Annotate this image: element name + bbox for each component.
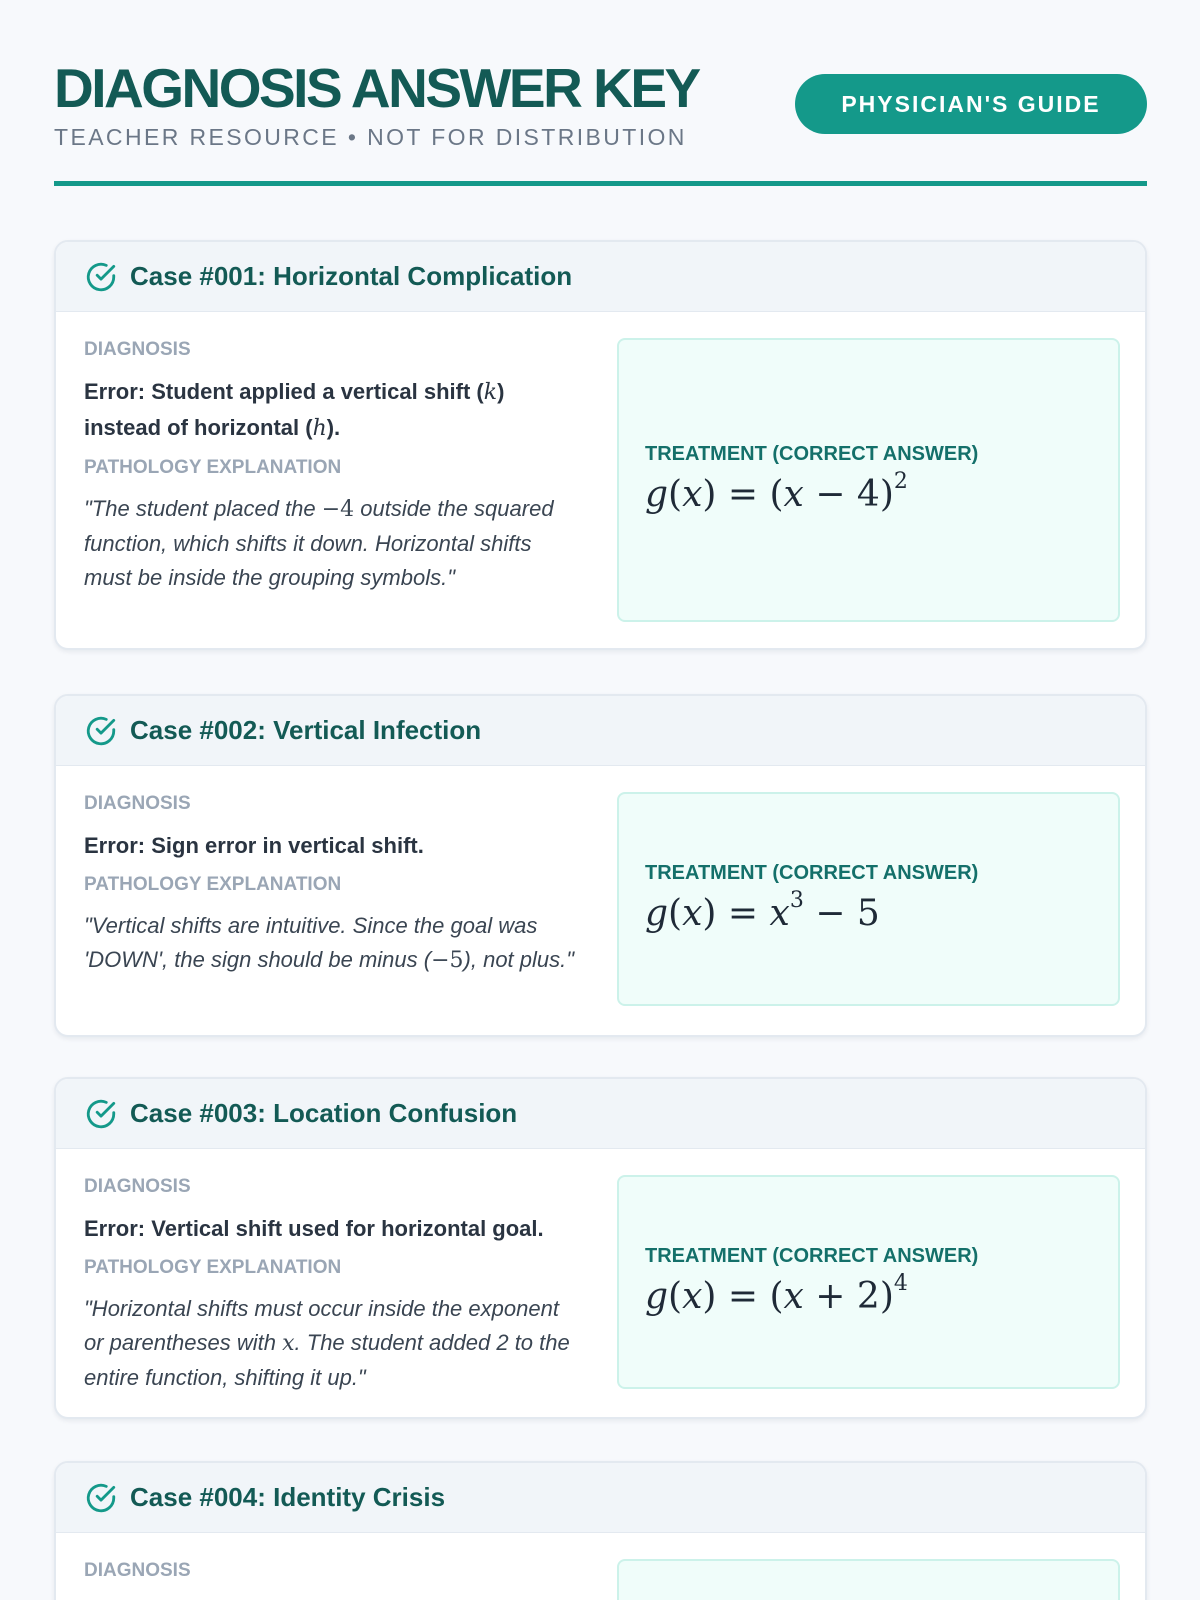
treatment-formula: $g(x) = (x + 2)^4$ xyxy=(645,1271,908,1317)
case-title: Case #001: Horizontal Complication xyxy=(130,261,573,291)
pathology-explanation: "Horizontal shifts must occur inside the exponent or parentheses with x. The student added 2 to the entire function, shifting it up." xyxy=(84,1296,570,1390)
case-title: Case #004: Identity Crisis xyxy=(130,1482,446,1512)
page-subtitle: TEACHER RESOURCE • NOT FOR DISTRIBUTION xyxy=(54,124,687,150)
answer-key-page xyxy=(54,0,1147,1581)
treatment-label: TREATMENT (CORRECT ANSWER) xyxy=(645,1245,979,1267)
treatment-box xyxy=(617,338,1120,622)
case-header xyxy=(56,1079,1145,1149)
case-header xyxy=(56,1463,1145,1533)
check-circle-icon xyxy=(84,1097,118,1131)
case-card-004 xyxy=(54,1461,1147,1600)
case-diagnosis-column xyxy=(84,338,584,595)
diagnosis-label: DIAGNOSIS xyxy=(84,1560,191,1581)
page-header xyxy=(54,0,1147,186)
case-card-001 xyxy=(54,240,1147,650)
treatment-formula: $g(x) = x^3 - 5$ xyxy=(645,888,880,934)
case-title: Case #003: Location Confusion xyxy=(130,1098,518,1128)
case-diagnosis-column xyxy=(84,1175,584,1395)
pathology-label: PATHOLOGY EXPLANATION xyxy=(84,1257,342,1278)
diagnosis-text: Error: Student applied a vertical shift (k) instead of horizontal (h). xyxy=(84,379,505,441)
pathology-label: PATHOLOGY EXPLANATION xyxy=(84,874,342,895)
case-title: Case #002: Vertical Infection xyxy=(130,715,482,745)
physicians-guide-badge[interactable]: PHYSICIAN'S GUIDE xyxy=(795,74,1147,134)
check-circle-icon xyxy=(84,260,118,294)
diagnosis-label: DIAGNOSIS xyxy=(84,339,191,360)
diagnosis-text: Error: Vertical shift used for horizontal goal. xyxy=(84,1216,544,1241)
treatment-box xyxy=(617,1175,1120,1389)
case-header xyxy=(56,242,1145,312)
case-header xyxy=(56,696,1145,766)
case-diagnosis-column xyxy=(84,1559,584,1595)
treatment-label: TREATMENT (CORRECT ANSWER) xyxy=(645,443,979,465)
treatment-box xyxy=(617,792,1120,1006)
pathology-explanation: "The student placed the −4 outside the squared function, which shifts it down. Horizontal shifts must be inside the grouping symbols." xyxy=(84,496,554,590)
treatment-formula: $g(x) = (x - 4)^2$ xyxy=(645,469,908,515)
diagnosis-label: DIAGNOSIS xyxy=(84,1176,191,1197)
page-title: DIAGNOSIS ANSWER KEY xyxy=(54,57,699,119)
pathology-explanation: "Vertical shifts are intuitive. Since the goal was 'DOWN', the sign should be minus (−5), not plus." xyxy=(84,913,575,973)
check-circle-icon xyxy=(84,1481,118,1515)
case-card-003 xyxy=(54,1077,1147,1419)
case-card-002 xyxy=(54,694,1147,1037)
pathology-label: PATHOLOGY EXPLANATION xyxy=(84,457,342,478)
diagnosis-label: DIAGNOSIS xyxy=(84,793,191,814)
diagnosis-text: Error: Sign error in vertical shift. xyxy=(84,833,424,858)
treatment-box xyxy=(617,1559,1120,1600)
check-circle-icon xyxy=(84,714,118,748)
treatment-label: TREATMENT (CORRECT ANSWER) xyxy=(645,862,979,884)
case-diagnosis-column xyxy=(84,792,584,978)
